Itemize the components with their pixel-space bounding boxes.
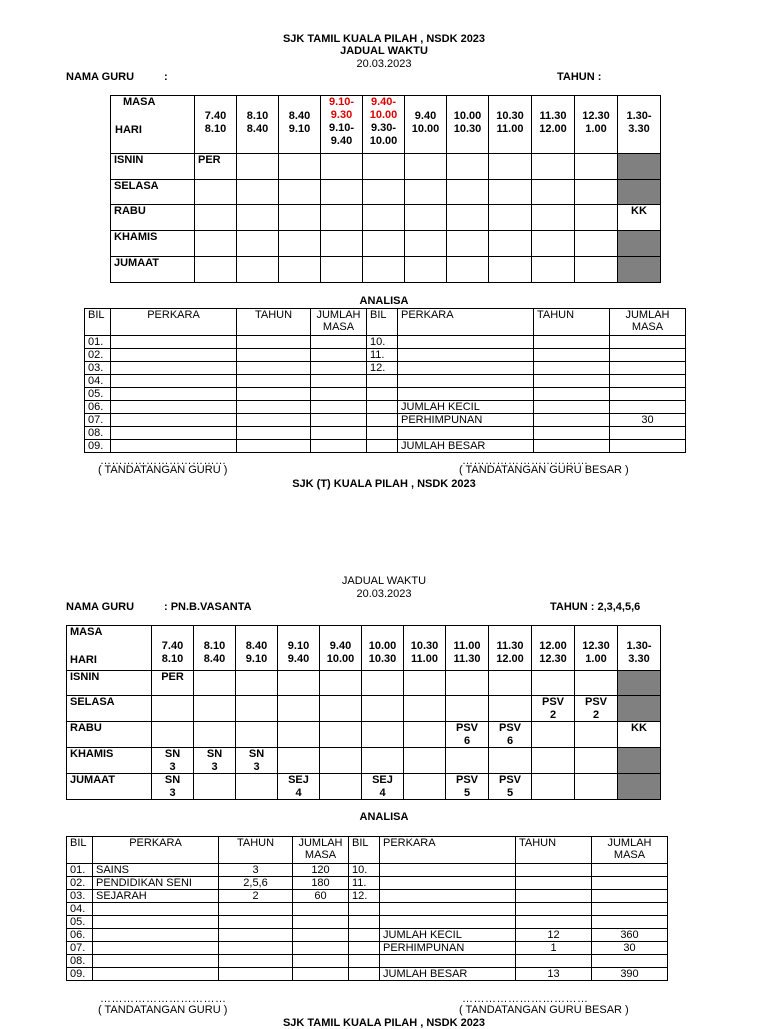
perkara-cell [380,916,516,929]
masa-cell [610,375,686,388]
masa-cell: 180 [293,877,349,890]
masa-cell [592,877,668,890]
perkara-cell [380,903,516,916]
analisa-row [67,929,668,942]
analisa-row [67,903,668,916]
masa-cell [293,955,349,968]
bil-cell: 04. [85,375,111,388]
perkara-cell [111,427,237,440]
teacher-name-2: : PN.B.VASANTA [164,601,252,613]
slot-cell: PER [195,154,237,180]
shaded-cell [618,696,661,722]
tahun-cell [516,916,592,929]
tahun-cell [219,955,293,968]
time-cell: 9.40 10.00 [320,626,362,671]
day-label: RABU [111,205,195,231]
header-tahun: TAHUN [237,309,311,336]
shaded-cell [618,671,661,696]
perkara-cell [111,401,237,414]
sign-teacher-1: ( TANDATANGAN GURU ) [98,464,228,476]
bil-cell: 10. [349,864,380,877]
day-row-rabu [111,205,661,231]
bil-cell: 07. [67,942,93,955]
masa-cell [293,916,349,929]
bil-cell: 06. [67,929,93,942]
masa-hari-cell: MASA HARI [111,96,195,154]
tahun-cell [534,427,610,440]
time-cell: 7.40 8.10 [152,626,194,671]
masa-cell [592,890,668,903]
perkara-cell [93,929,219,942]
perkara-cell [111,375,237,388]
header-bil: BIL [367,309,398,336]
slot-cell: SN 3 [152,748,194,774]
page-title-2: JADUAL WAKTU [341,575,427,587]
tahun-cell: 1 [516,942,592,955]
masa-cell [592,955,668,968]
day-row-rabu [67,722,661,748]
day-row-jumaat [67,774,661,800]
bil-cell: 09. [85,440,111,453]
tahun-cell [534,401,610,414]
header-perkara: PERKARA [380,837,516,864]
masa-cell [610,349,686,362]
time-cell: 8.10 8.40 [194,626,236,671]
masa-cell: 60 [293,890,349,903]
tahun-cell [219,929,293,942]
masa-cell: 30 [592,942,668,955]
analisa-row [85,427,686,440]
school-title-1: SJK TAMIL KUALA PILAH , NSDK 2023 [282,33,486,45]
slot-cell: SEJ 4 [278,774,320,800]
masa-cell: 120 [293,864,349,877]
time-cell: 10.30 11.00 [404,626,446,671]
slot-cell: SEJ 4 [362,774,404,800]
masa-cell: 360 [592,929,668,942]
tahun-cell: 12 [516,929,592,942]
time-cell: 8.40 9.10 [236,626,278,671]
signature-line-head-1: …………………………… [462,455,589,467]
time-cell: 11.00 11.30 [446,626,489,671]
header-jumlah-masa: JUMLAH MASA [293,837,349,864]
time-cell: 12.30 1.00 [575,96,618,154]
masa-cell: 30 [610,414,686,427]
tahun-cell [219,942,293,955]
header-perkara: PERKARA [111,309,237,336]
perkara-cell: JUMLAH BESAR [380,968,516,981]
tahun-cell [219,903,293,916]
tahun-cell [516,877,592,890]
time-cell: 10.00 10.30 [447,96,489,154]
date-2: 20.03.2023 [356,588,412,600]
sign-teacher-2: ( TANDATANGAN GURU ) [98,1004,228,1016]
bil-cell: 05. [85,388,111,401]
masa-cell [592,864,668,877]
bil-cell [349,955,380,968]
perkara-cell [380,955,516,968]
slot-cell: KK [618,722,661,748]
perkara-cell [398,427,534,440]
analisa-row [67,890,668,903]
bil-cell: 07. [85,414,111,427]
slot-cell: KK [618,205,661,231]
perkara-cell [398,388,534,401]
tahun-cell: 3 [219,864,293,877]
bil-cell: 12. [349,890,380,903]
bil-cell: 01. [85,336,111,349]
day-row-khamis [111,231,661,257]
perkara-cell [93,903,219,916]
tahun-cell [237,440,311,453]
masa-cell [592,903,668,916]
bil-cell [349,942,380,955]
perkara-cell [93,916,219,929]
masa-cell [592,916,668,929]
bil-cell: 10. [367,336,398,349]
perkara-cell [111,414,237,427]
bil-cell [349,916,380,929]
masa-cell [610,362,686,375]
analisa-row [85,414,686,427]
header-jumlah-masa: JUMLAH MASA [610,309,686,336]
masa-cell [293,968,349,981]
bil-cell: 02. [67,877,93,890]
header-tahun: TAHUN [219,837,293,864]
tahun-cell [534,440,610,453]
timetable-header-row [67,626,661,671]
teacher-label-1: NAMA GURU [66,71,135,83]
timetable-2 [66,625,661,800]
day-row-khamis [67,748,661,774]
time-cell: 9.40 10.00 [405,96,447,154]
masa-cell [293,903,349,916]
time-cell: 9.10- 9.30 9.10- 9.40 [321,96,363,154]
tahun-cell [534,336,610,349]
day-label: RABU [67,722,152,748]
tahun-cell [219,968,293,981]
masa-cell [610,336,686,349]
slot-cell: SN 3 [152,774,194,800]
analisa-table-1 [84,308,686,453]
tahun-cell [237,401,311,414]
slot-cell: PSV 2 [575,696,618,722]
time-cell: 8.40 9.10 [279,96,321,154]
tahun-cell [237,336,311,349]
day-label: ISNIN [111,154,195,180]
analisa-title-1: ANALISA [359,295,409,307]
bil-cell: 06. [85,401,111,414]
bil-cell: 03. [67,890,93,903]
masa-cell [610,401,686,414]
day-label: ISNIN [67,671,152,696]
bil-cell: 08. [67,955,93,968]
slot-cell: PSV 2 [532,696,575,722]
perkara-cell [380,864,516,877]
tahun-cell [237,375,311,388]
analisa-row [67,877,668,890]
bil-cell [349,903,380,916]
bil-cell: 04. [67,903,93,916]
perkara-cell [398,375,534,388]
slot-cell: SN 3 [194,748,236,774]
analisa-row [67,955,668,968]
shaded-cell [618,257,661,283]
day-row-jumaat [111,257,661,283]
sign-head-1: ( TANDATANGAN GURU BESAR ) [459,464,629,476]
slot-cell: PSV 5 [446,774,489,800]
header-tahun: TAHUN [516,837,592,864]
perkara-cell [398,336,534,349]
time-cell: 11.30 12.00 [532,96,575,154]
time-cell: 12.30 1.00 [575,626,618,671]
shaded-cell [618,774,661,800]
bil-cell: 12. [367,362,398,375]
day-row-selasa [67,696,661,722]
bil-cell: 01. [67,864,93,877]
bil-cell: 08. [85,427,111,440]
year-label-1: TAHUN : [557,71,602,83]
signature-line-head-2: …………………………… [462,993,589,1005]
masa-cell [311,414,367,427]
timetable-header-row [111,96,661,154]
header-tahun: TAHUN [534,309,610,336]
analisa-row [85,362,686,375]
time-cell: 11.30 12.00 [489,626,532,671]
perkara-cell [380,877,516,890]
shaded-cell [618,180,661,205]
bil-cell: 11. [349,877,380,890]
teacher-sep-1: : [164,71,168,83]
perkara-cell: SAINS [93,864,219,877]
perkara-cell [111,349,237,362]
tahun-cell [516,955,592,968]
masa-cell [311,427,367,440]
masa-cell [311,401,367,414]
sign-head-2: ( TANDATANGAN GURU BESAR ) [459,1004,629,1016]
shaded-cell [618,748,661,774]
bil-cell: 09. [67,968,93,981]
tahun-cell: 2,5,6 [219,877,293,890]
tahun-cell [534,362,610,375]
bil-cell [367,401,398,414]
tahun-cell [237,388,311,401]
masa-cell: 390 [592,968,668,981]
day-label: KHAMIS [111,231,195,257]
bil-cell [367,414,398,427]
slot-cell: PER [152,671,194,696]
tahun-cell [516,903,592,916]
tahun-cell [534,375,610,388]
tahun-cell [516,890,592,903]
school-title-2: SJK (T) KUALA PILAH , NSDK 2023 [292,478,476,490]
bil-cell [367,427,398,440]
signature-line-teacher-1: …………………………… [100,455,227,467]
tahun-cell [237,362,311,375]
slot-cell: PSV 6 [446,722,489,748]
bil-cell [367,388,398,401]
time-cell: 9.10 9.40 [278,626,320,671]
masa-cell [293,942,349,955]
time-cell: 1.30- 3.30 [618,96,661,154]
day-label: SELASA [111,180,195,205]
day-label: SELASA [67,696,152,722]
day-row-selasa [111,180,661,205]
analisa-header-row [67,837,668,864]
analisa-row [85,401,686,414]
masa-cell [311,362,367,375]
perkara-cell: JUMLAH KECIL [380,929,516,942]
tahun-cell [534,349,610,362]
analisa-row [85,336,686,349]
tahun-cell [516,864,592,877]
analisa-row [85,440,686,453]
perkara-cell: PENDIDIKAN SENI [93,877,219,890]
masa-cell [610,388,686,401]
header-perkara: PERKARA [398,309,534,336]
timetable-1 [110,95,661,283]
slot-cell: PSV 6 [489,722,532,748]
day-row-isnin [67,671,661,696]
perkara-cell [111,388,237,401]
tahun-cell [534,414,610,427]
masa-cell [610,427,686,440]
time-cell: 12.00 12.30 [532,626,575,671]
header-bil: BIL [67,837,93,864]
masa-cell [293,929,349,942]
perkara-cell: PERHIMPUNAN [380,942,516,955]
next-page-school-title: SJK TAMIL KUALA PILAH , NSDK 2023 [282,1017,486,1029]
tahun-cell [237,427,311,440]
time-cell: 10.00 10.30 [362,626,404,671]
header-bil: BIL [85,309,111,336]
tahun-cell [237,349,311,362]
day-label: KHAMIS [67,748,152,774]
bil-cell: 03. [85,362,111,375]
teacher-label-2: NAMA GURU [66,601,135,613]
perkara-cell [380,890,516,903]
day-label: JUMAAT [67,774,152,800]
bil-cell [367,440,398,453]
analisa-row [85,349,686,362]
perkara-cell: SEJARAH [93,890,219,903]
time-cell: 8.10 8.40 [237,96,279,154]
tahun-cell [237,414,311,427]
bil-cell: 05. [67,916,93,929]
tahun-cell [219,916,293,929]
slot-cell: PSV 5 [489,774,532,800]
analisa-row [67,942,668,955]
tahun-cell [534,388,610,401]
analisa-header-row [85,309,686,336]
bil-cell [349,929,380,942]
perkara-cell [93,968,219,981]
bil-cell: 11. [367,349,398,362]
perkara-cell: JUMLAH BESAR [398,440,534,453]
day-label: JUMAAT [111,257,195,283]
page-title-1: JADUAL WAKTU [340,45,428,57]
header-bil: BIL [349,837,380,864]
analisa-row [67,864,668,877]
perkara-cell [111,362,237,375]
signature-line-teacher-2: …………………………… [100,993,227,1005]
masa-cell [311,375,367,388]
header-perkara: PERKARA [93,837,219,864]
perkara-cell: PERHIMPUNAN [398,414,534,427]
year-label-2: TAHUN : 2,3,4,5,6 [550,601,641,613]
header-jumlah-masa: JUMLAH MASA [592,837,668,864]
time-cell: 1.30- 3.30 [618,626,661,671]
header-jumlah-masa: JUMLAH MASA [311,309,367,336]
analisa-row [85,375,686,388]
masa-cell [311,336,367,349]
masa-cell [311,388,367,401]
perkara-cell [93,955,219,968]
masa-cell [311,349,367,362]
analisa-row [67,916,668,929]
perkara-cell [398,362,534,375]
masa-hari-cell: MASA HARI [67,626,152,671]
day-row-isnin [111,154,661,180]
bil-cell [349,968,380,981]
perkara-cell [93,942,219,955]
time-cell: 9.40- 10.00 9.30- 10.00 [363,96,405,154]
bil-cell: 02. [85,349,111,362]
analisa-title-2: ANALISA [359,811,409,823]
masa-cell [610,440,686,453]
time-cell: 10.30 11.00 [489,96,532,154]
shaded-cell [618,154,661,180]
perkara-cell [398,349,534,362]
masa-cell [311,440,367,453]
analisa-row [67,968,668,981]
bil-cell [367,375,398,388]
slot-cell: SN 3 [236,748,278,774]
tahun-cell: 2 [219,890,293,903]
tahun-cell: 13 [516,968,592,981]
analisa-table-2 [66,836,668,981]
date-1: 20.03.2023 [356,58,412,70]
analisa-row [85,388,686,401]
perkara-cell [111,336,237,349]
time-cell: 7.40 8.10 [195,96,237,154]
perkara-cell: JUMLAH KECIL [398,401,534,414]
perkara-cell [111,440,237,453]
shaded-cell [618,231,661,257]
